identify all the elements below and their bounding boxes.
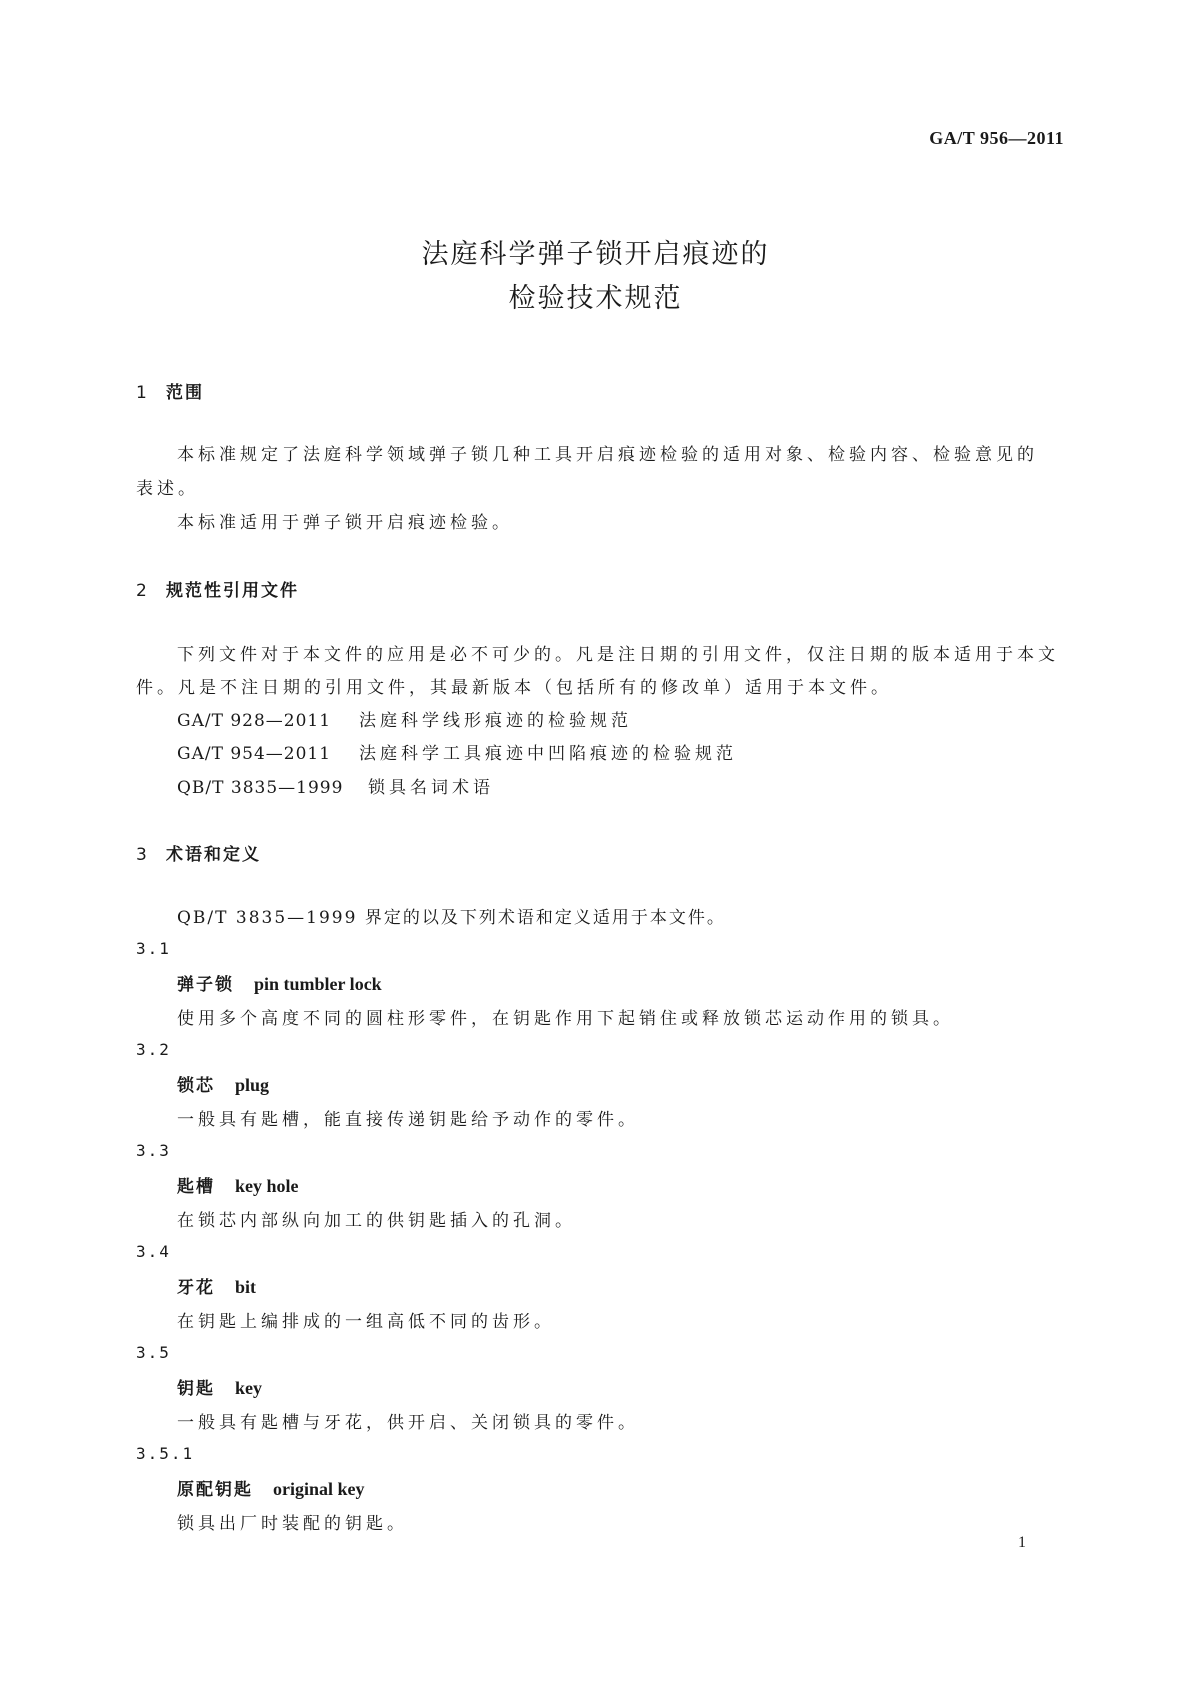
term-entry [177,1374,262,1399]
reference-title: 锁具名词术语 [368,778,494,798]
normative-reference [177,773,494,798]
reference-title: 法庭科学工具痕迹中凹陷痕迹的检验规范 [359,744,737,764]
term-definition: 使用多个高度不同的圆柱形零件，在钥匙作用下起销住或释放锁芯运动作用的锁具。 [177,1009,954,1029]
section-number: 3 [136,845,149,865]
reference-code: QB/T 3835—1999 [177,778,344,798]
section-2-para-line2: 件。凡是不注日期的引用文件，其最新版本（包括所有的修改单）适用于本文件。 [136,678,892,698]
term-english: bit [235,1277,257,1297]
term-entry [177,1172,299,1197]
term-number: 3.5 [136,1343,171,1362]
section-title: 范围 [166,383,204,403]
document-title-line1: 法庭科学弹子锁开启痕迹的 [421,239,770,270]
section-2-heading [136,576,299,601]
section-title: 规范性引用文件 [166,581,299,601]
term-definition: 在钥匙上编排成的一组高低不同的齿形。 [177,1312,555,1332]
section-1-para2: 本标准适用于弹子锁开启痕迹检验。 [177,513,513,533]
term-entry [177,1273,256,1298]
term-chinese: 牙花 [177,1278,215,1298]
reference-code: GA/T 954—2011 [177,744,332,764]
section-1-heading [136,378,204,403]
term-chinese: 锁芯 [177,1076,215,1096]
section-2-para-line1: 下列文件对于本文件的应用是必不可少的。凡是注日期的引用文件，仅注日期的版本适用于本文 [177,645,1059,665]
section-3-intro: QB/T 3835—1999 界定的以及下列术语和定义适用于本文件。 [177,908,726,928]
term-definition: 一般具有匙槽，能直接传递钥匙给予动作的零件。 [177,1110,639,1130]
document-title-line2: 检验技术规范 [508,283,683,314]
section-1-para1-line2: 表述。 [136,479,199,499]
term-definition: 锁具出厂时装配的钥匙。 [177,1514,408,1534]
section-title: 术语和定义 [166,845,261,865]
term-chinese: 原配钥匙 [177,1480,253,1500]
term-english: key hole [235,1176,299,1196]
term-definition: 在锁芯内部纵向加工的供钥匙插入的孔洞。 [177,1211,576,1231]
term-number: 3.4 [136,1242,171,1261]
term-english: pin tumbler lock [254,974,382,994]
reference-code: GA/T 928—2011 [177,711,332,731]
term-entry [177,1071,269,1096]
term-definition: 一般具有匙槽与牙花，供开启、关闭锁具的零件。 [177,1413,639,1433]
term-number: 3.1 [136,939,171,958]
term-english: plug [235,1075,270,1095]
section-number: 2 [136,581,149,601]
normative-reference [177,706,632,731]
section-3-heading [136,840,261,865]
term-chinese: 钥匙 [177,1379,215,1399]
reference-title: 法庭科学线形痕迹的检验规范 [359,711,632,731]
page-number: 1 [1018,1534,1026,1551]
section-number: 1 [136,383,149,403]
section-1-para1-line1: 本标准规定了法庭科学领域弹子锁几种工具开启痕迹检验的适用对象、检验内容、检验意见的 [177,445,1038,465]
term-entry [177,1475,365,1500]
term-number: 3.5.1 [136,1444,195,1463]
term-number: 3.2 [136,1040,171,1059]
term-english: key [235,1378,262,1398]
term-chinese: 弹子锁 [177,975,234,995]
standard-code: GA/T 956—2011 [929,128,1064,148]
term-entry [177,970,382,995]
term-english: original key [273,1479,365,1499]
term-number: 3.3 [136,1141,171,1160]
term-chinese: 匙槽 [177,1177,215,1197]
normative-reference [177,739,737,764]
